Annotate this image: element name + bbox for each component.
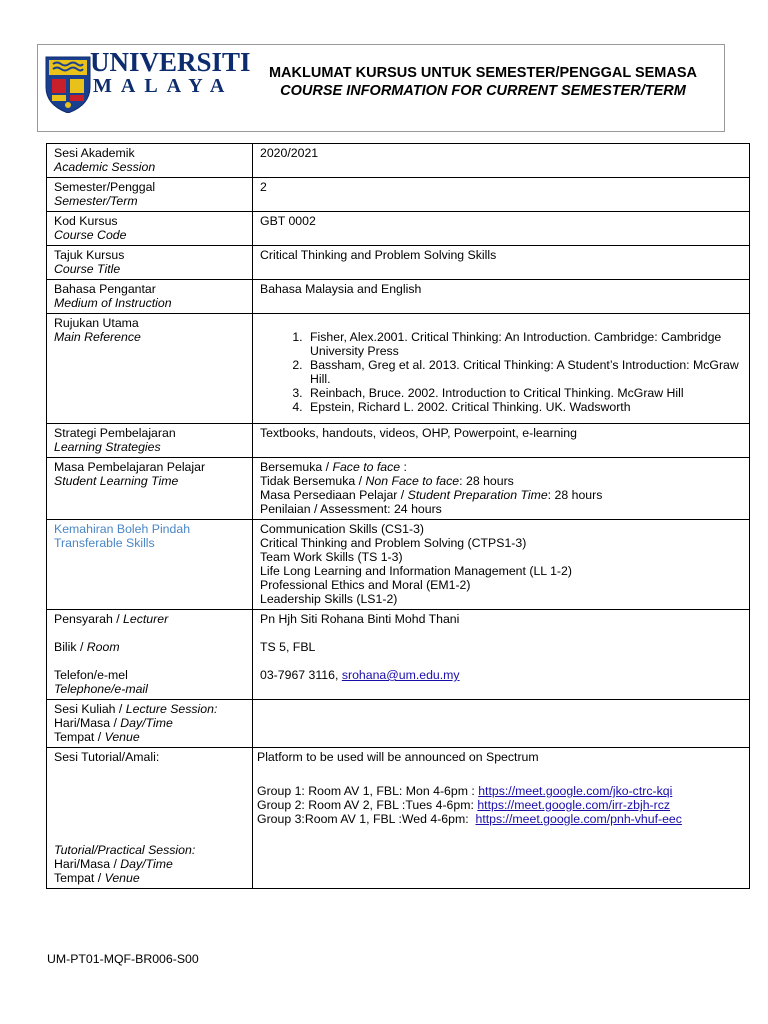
list-item: 4. Epstein, Richard L. 2002. Critical Thinking. UK. Wadsworth <box>306 400 742 414</box>
logo-text-universiti: UNIVERSITI <box>90 47 251 77</box>
label-en: Medium of Instruction <box>54 296 172 310</box>
list-item: 3. Reinbach, Bruce. 2002. Introduction to Critical Thinking. McGraw Hill <box>306 386 742 400</box>
text: Sesi Kuliah / <box>54 702 126 716</box>
label-cell <box>47 610 253 700</box>
text: Bilik / <box>54 640 87 654</box>
label-cell <box>47 178 253 212</box>
label-cell <box>47 280 253 314</box>
label-ms: Tajuk Kursus <box>54 248 125 262</box>
text: Lecturer <box>123 612 169 626</box>
meet-link[interactable]: https://meet.google.com/jko-ctrc-kqi <box>478 784 673 798</box>
label-tutorial: Sesi Tutorial/Amali: <box>54 750 160 764</box>
label-en: Course Code <box>54 228 127 242</box>
label-ms: Bahasa Pengantar <box>54 282 156 296</box>
table-row <box>47 610 750 700</box>
value-cell <box>253 610 750 700</box>
list-item: Leadership Skills (LS1-2) <box>260 592 398 606</box>
list-item: Professional Ethics and Moral (EM1-2) <box>260 578 471 592</box>
text: Day/Time <box>120 716 173 730</box>
text: Venue <box>104 871 140 885</box>
reference-list <box>260 330 742 414</box>
group-line <box>257 812 742 826</box>
label-en: Course Title <box>54 262 121 276</box>
label-room <box>54 640 245 654</box>
label-ms: Strategi Pembelajaran <box>54 426 176 440</box>
text: Pensyarah / <box>54 612 124 626</box>
label-cell <box>47 246 253 280</box>
value-cell <box>253 700 750 748</box>
text: Group 1: Room AV 1, FBL: Mon 4-6pm : <box>257 784 479 798</box>
text: Group 3:Room AV 1, FBL :Wed 4-6pm: <box>257 812 476 826</box>
value-cell <box>253 458 750 520</box>
text: Bersemuka / <box>260 460 333 474</box>
label-ms: Sesi Akademik <box>54 146 135 160</box>
slt-line: Penilaian / Assessment: 24 hours <box>260 502 442 516</box>
label-ms: Telefon/e-mel <box>54 668 128 682</box>
group-line <box>257 798 742 812</box>
list-item: Life Long Learning and Information Management (LL 1-2) <box>260 564 572 578</box>
text: Venue <box>104 730 140 744</box>
list-item: 1. Fisher, Alex.2001. Critical Thinking: An Introduction. Cambridge: Cambridge University Press <box>306 330 742 358</box>
table-row <box>47 280 750 314</box>
slt-line <box>260 474 742 488</box>
value-cell: Critical Thinking and Problem Solving Skills <box>253 246 750 280</box>
text: Face to face <box>332 460 401 474</box>
list-item: Communication Skills (CS1-3) <box>260 522 425 536</box>
lecturer-contact <box>260 668 742 682</box>
page-title: MAKLUMAT KURSUS UNTUK SEMESTER/PENGGAL SEMASA <box>268 65 698 81</box>
table-row <box>47 458 750 520</box>
value-cell <box>253 314 750 424</box>
text: Student Preparation Time <box>407 488 548 502</box>
value-cell: Textbooks, handouts, videos, OHP, Powerpoint, e-learning <box>253 424 750 458</box>
lecturer-room: TS 5, FBL <box>260 640 316 654</box>
label-en: Semester/Term <box>54 194 138 208</box>
platform-note: Platform to be used will be announced on Spectrum <box>257 750 539 764</box>
label-ms: Rujukan Utama <box>54 316 139 330</box>
text: Room <box>86 640 120 654</box>
text: Group 2: Room AV 2, FBL :Tues 4-6pm: <box>257 798 478 812</box>
text: Tidak Bersemuka / <box>260 474 366 488</box>
label-ms: Kod Kursus <box>54 214 118 228</box>
label-en: Academic Session <box>54 160 156 174</box>
value-cell: 2020/2021 <box>253 144 750 178</box>
meet-link[interactable]: https://meet.google.com/irr-zbjh-rcz <box>477 798 671 812</box>
label-venue <box>54 730 245 744</box>
label-cell <box>47 748 253 889</box>
label-ms: Semester/Penggal <box>54 180 156 194</box>
table-row <box>47 144 750 178</box>
label-cell <box>47 314 253 424</box>
text: Hari/Masa / <box>54 716 121 730</box>
list-item: 2. Bassham, Greg et al. 2013. Critical Thinking: A Student’s Introduction: McGraw Hill. <box>306 358 742 386</box>
meet-link[interactable]: https://meet.google.com/pnh-vhuf-eec <box>475 812 682 826</box>
label-cell <box>47 458 253 520</box>
label-en: Main Reference <box>54 330 141 344</box>
label-day-time <box>54 857 195 871</box>
table-row <box>47 424 750 458</box>
label-cell <box>47 212 253 246</box>
label-lecture-session <box>54 702 245 716</box>
text: Day/Time <box>120 857 173 871</box>
text: Tempat / <box>54 730 105 744</box>
label-cell <box>47 520 253 610</box>
label-venue <box>54 871 195 885</box>
group-line <box>257 784 742 798</box>
text: Tempat / <box>54 871 105 885</box>
table-row <box>47 246 750 280</box>
label-lecturer <box>54 612 245 626</box>
list-item: Critical Thinking and Problem Solving (CTPS1-3) <box>260 536 527 550</box>
label-day-time <box>54 716 245 730</box>
text: Masa Persediaan Pelajar / <box>260 488 408 502</box>
header-box <box>37 44 725 132</box>
text: : 28 hours <box>459 474 514 488</box>
table-row <box>47 212 750 246</box>
text: : <box>400 460 407 474</box>
phone: 03-7967 3116, <box>260 668 342 682</box>
label-ms: Kemahiran Boleh Pindah <box>54 522 191 536</box>
table-row <box>47 700 750 748</box>
label-ms: Masa Pembelajaran Pelajar <box>54 460 206 474</box>
slt-line <box>260 488 742 502</box>
label-cell <box>47 700 253 748</box>
label-cell <box>47 424 253 458</box>
text: Hari/Masa / <box>54 857 121 871</box>
slt-line <box>260 460 742 474</box>
value-cell <box>253 520 750 610</box>
email-link[interactable]: srohana@um.edu.my <box>341 668 460 682</box>
form-code: UM-PT01-MQF-BR006-S00 <box>47 952 199 966</box>
label-en: Transferable Skills <box>54 536 155 550</box>
value-cell <box>253 748 750 889</box>
lecturer-name: Pn Hjh Siti Rohana Binti Mohd Thani <box>260 612 460 626</box>
label-cell <box>47 144 253 178</box>
course-info-table <box>46 143 750 889</box>
text: Lecture Session: <box>125 702 218 716</box>
label-tutorial-en: Tutorial/Practical Session: <box>54 843 196 857</box>
table-row <box>47 314 750 424</box>
value-cell: 2 <box>253 178 750 212</box>
logo-text-malaya: MALAYA <box>93 75 234 97</box>
page-subtitle: COURSE INFORMATION FOR CURRENT SEMESTER/TERM <box>280 83 686 99</box>
table-row <box>47 520 750 610</box>
list-item: Team Work Skills (TS 1-3) <box>260 550 403 564</box>
text: Non Face to face <box>365 474 460 488</box>
table-row <box>47 178 750 212</box>
label-en: Student Learning Time <box>54 474 179 488</box>
label-en: Telephone/e-mail <box>54 682 148 696</box>
text: : 28 hours <box>547 488 603 502</box>
value-cell: Bahasa Malaysia and English <box>253 280 750 314</box>
value-cell: GBT 0002 <box>253 212 750 246</box>
table-row <box>47 748 750 889</box>
label-en: Learning Strategies <box>54 440 161 454</box>
